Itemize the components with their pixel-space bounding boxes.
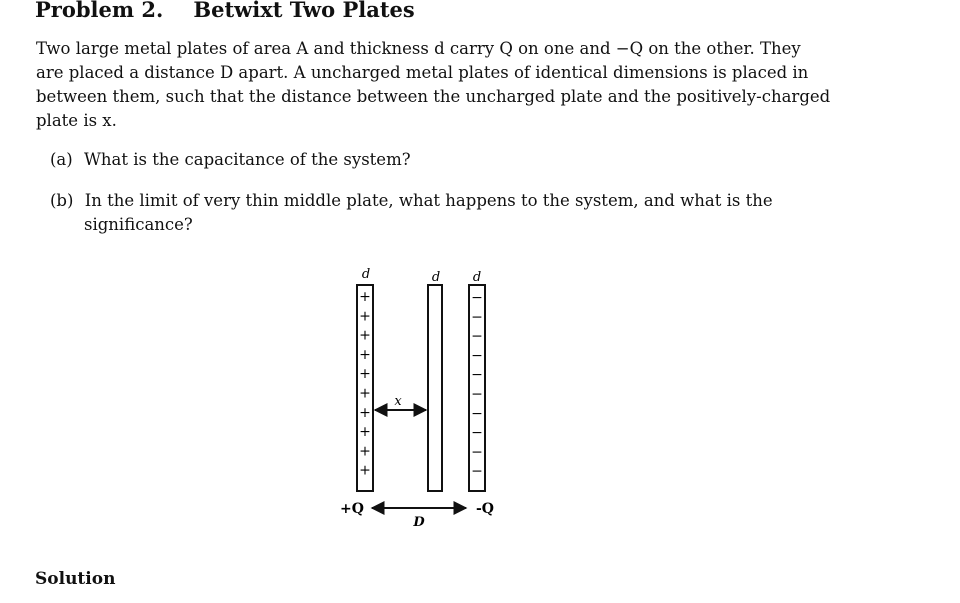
minus-sign: − <box>471 463 483 480</box>
question-b-continuation: significance? <box>84 215 193 234</box>
question-b-label: (b) <box>50 191 74 210</box>
left-plate-thickness-label: d <box>361 267 371 282</box>
minus-sign: − <box>471 367 483 384</box>
statement-line: between them, such that the distance between the uncharged plate and the positively-charged <box>36 87 831 106</box>
solution-heading: Solution <box>35 569 116 589</box>
statement-line: plate is x. <box>36 111 117 130</box>
plus-sign: + <box>359 424 371 441</box>
distance-label: D <box>413 515 425 530</box>
plus-sign: + <box>359 308 371 325</box>
minus-sign: − <box>471 444 483 461</box>
plus-sign: + <box>359 327 371 344</box>
statement-line: are placed a distance D apart. A uncharged metal plates of identical dimensions is placed in <box>36 63 809 82</box>
question-a-text: What is the capacitance of the system? <box>83 150 411 169</box>
plus-sign: + <box>359 385 371 402</box>
problem-title: Betwixt Two Plates <box>193 0 415 22</box>
negative-charge-label: -Q <box>475 501 495 517</box>
question-a-label: (a) <box>50 150 73 169</box>
statement-line: Two large metal plates of area A and thickness d carry Q on one and −Q on the other. They <box>36 39 801 58</box>
question-b-text: In the limit of very thin middle plate, what happens to the system, and what is the <box>84 191 773 210</box>
positive-charge-label: +Q <box>340 501 364 517</box>
minus-sign: − <box>471 309 483 326</box>
minus-sign: − <box>471 290 483 306</box>
plus-sign: + <box>359 443 371 460</box>
plus-sign: + <box>359 462 371 479</box>
plus-sign: + <box>359 289 371 305</box>
right-plate-thickness-label: d <box>472 270 482 285</box>
uncharged-plate <box>428 285 442 491</box>
gap-label: x <box>394 394 402 409</box>
minus-sign: − <box>471 386 483 403</box>
middle-plate-thickness-label: d <box>431 270 441 285</box>
minus-sign: − <box>471 405 483 422</box>
minus-sign: − <box>471 328 483 345</box>
plus-sign: + <box>359 346 371 363</box>
plus-sign: + <box>359 366 371 383</box>
plus-sign: + <box>359 404 371 421</box>
minus-sign: − <box>471 347 483 364</box>
minus-sign: − <box>471 425 483 442</box>
problem-number: Problem 2. <box>35 0 164 22</box>
